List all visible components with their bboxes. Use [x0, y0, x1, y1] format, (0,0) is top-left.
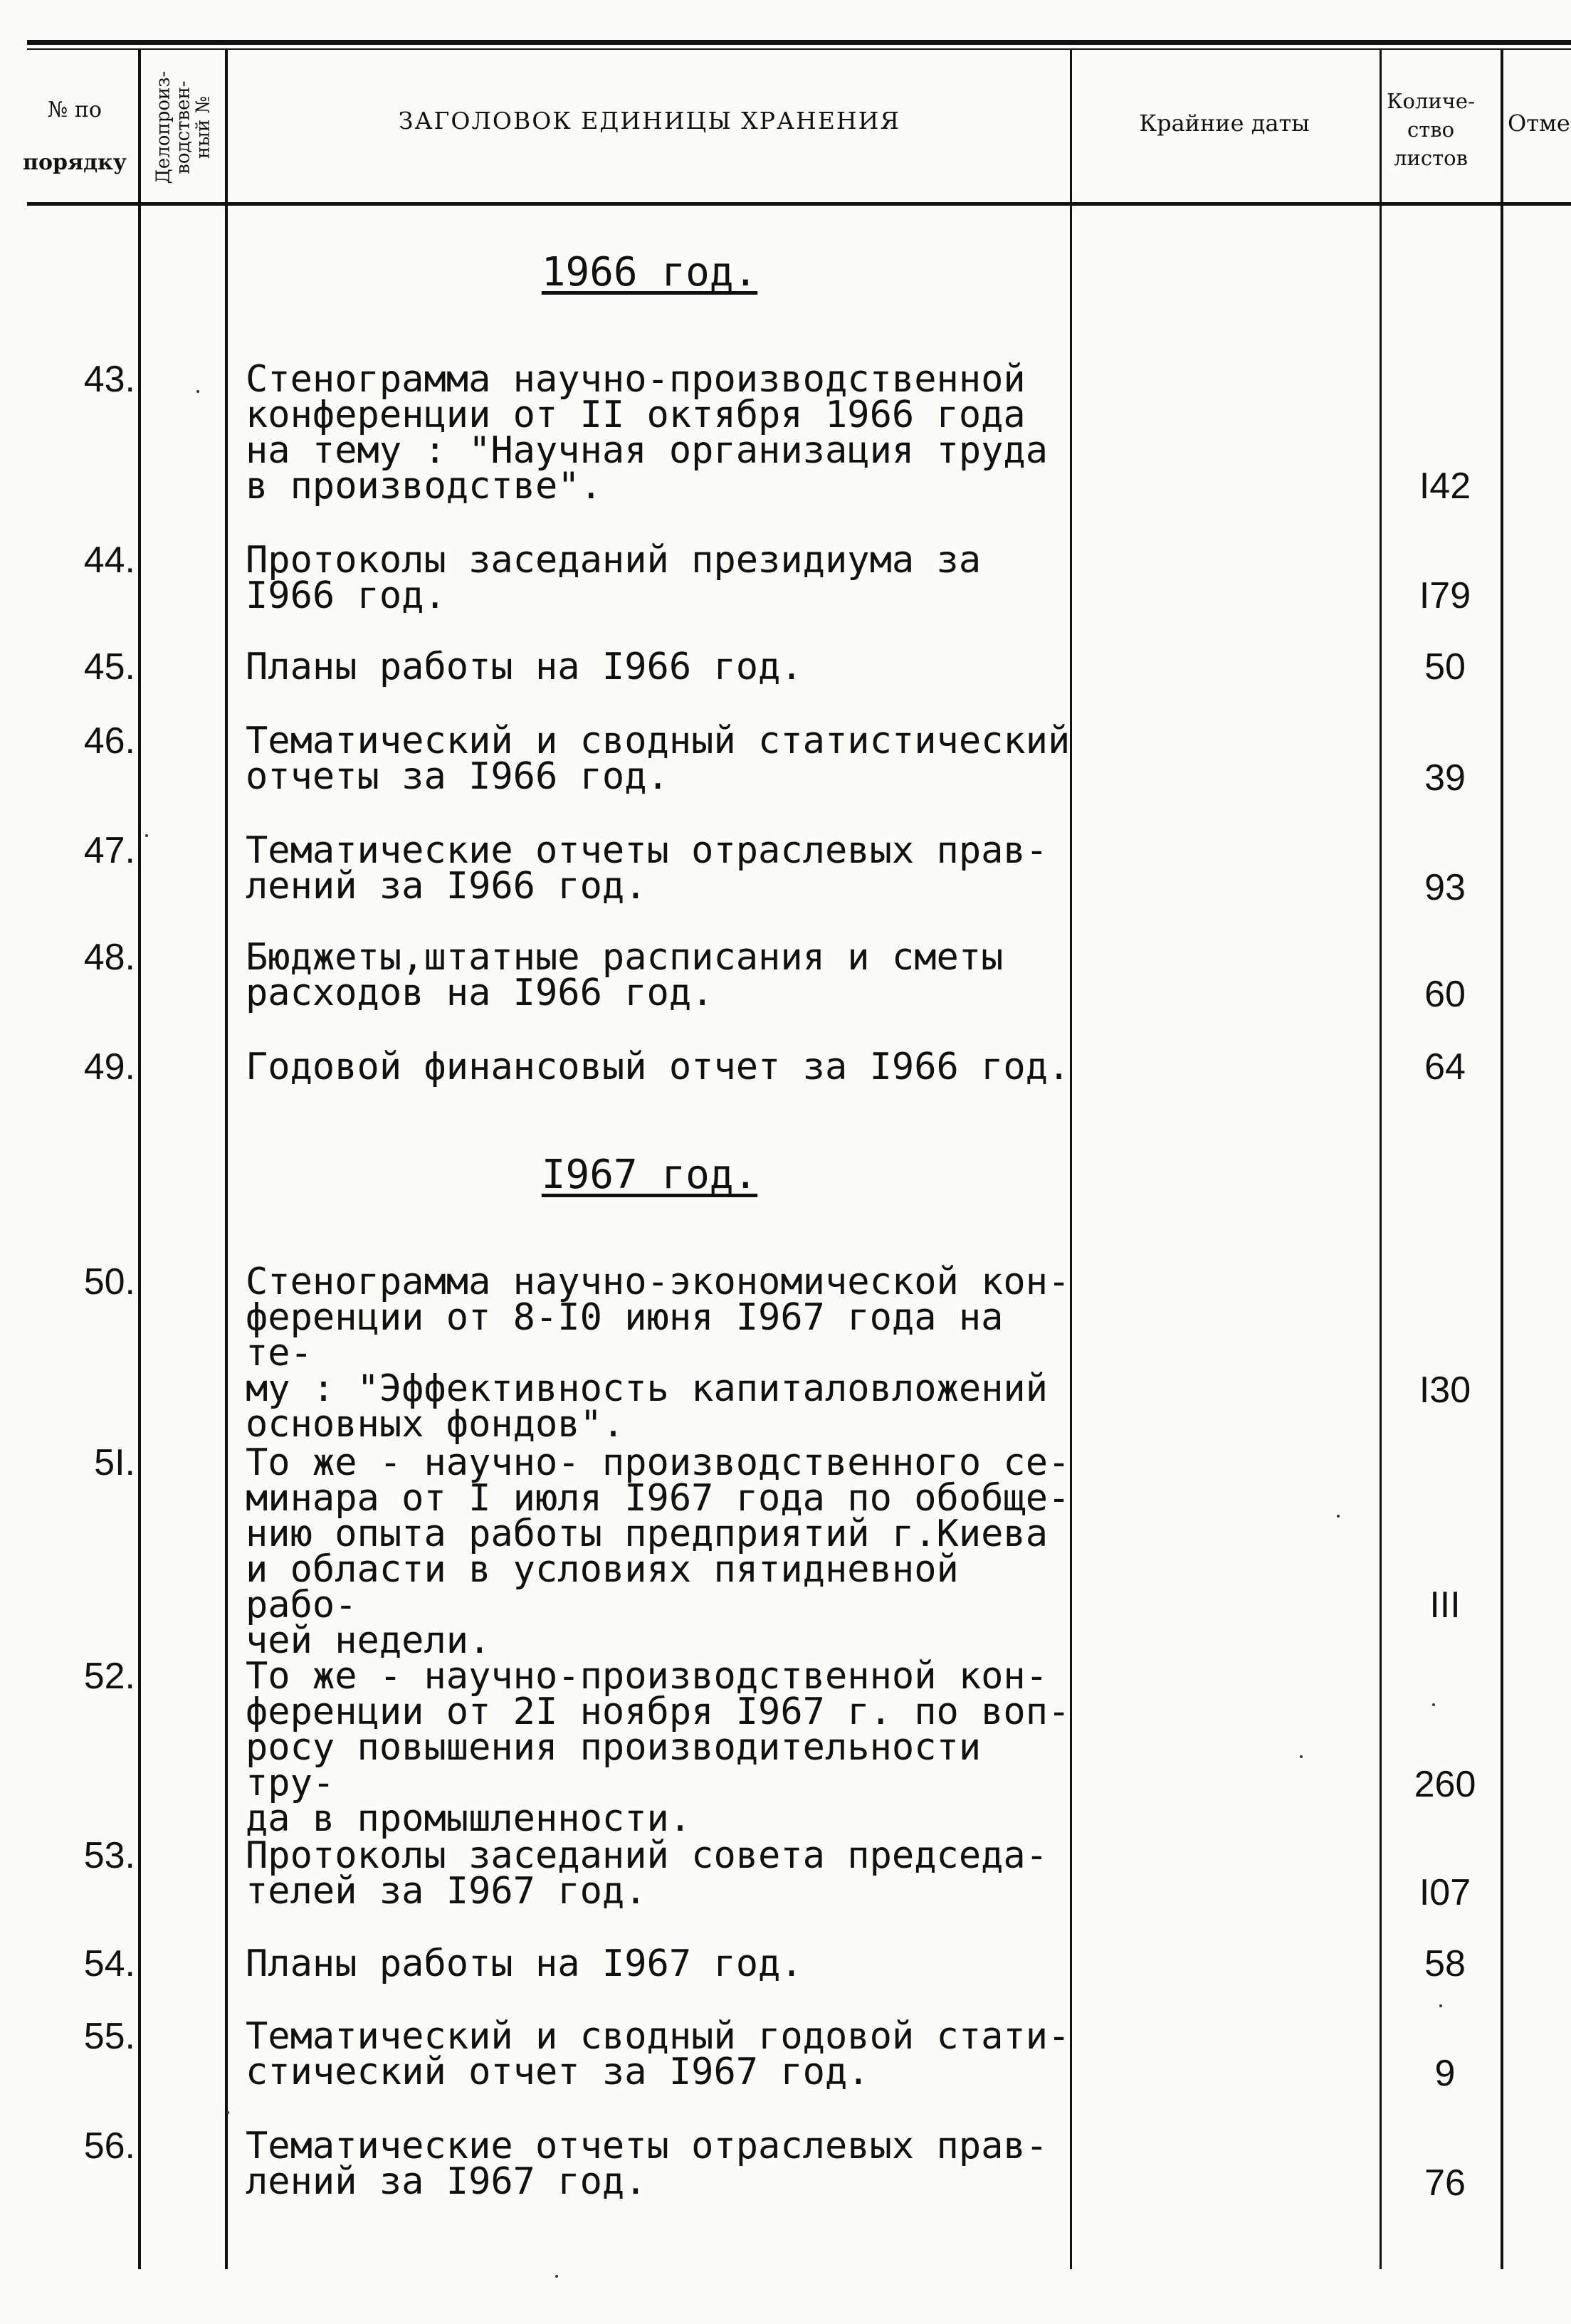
scan-speck [1432, 1703, 1435, 1706]
item-sheets: III [1429, 1584, 1461, 1626]
section-year-1967: I967 год. [541, 1152, 758, 1198]
item-sheets: 64 [1424, 1046, 1466, 1088]
header-notes: Отме [1508, 110, 1570, 137]
item-number: 46. [83, 720, 135, 762]
header-number-line2: порядку [23, 150, 127, 175]
item-number: 45. [83, 646, 135, 688]
item-title: Стенограмма научно-производственной конференции от II октября 1966 года на тему : "Научная организация труда в производстве". [246, 358, 1049, 508]
top-rule-thin [27, 48, 1571, 50]
column-rule-count [1501, 48, 1503, 2269]
header-office-number-label: Делопроиз- водствен- ный № [152, 70, 214, 184]
item-title: Бюджеты,штатные расписания и сметы расходов на I966 год. [246, 936, 1004, 1014]
top-rule [27, 40, 1571, 45]
header-title: ЗАГОЛОВОК ЕДИНИЦЫ ХРАНЕНИЯ [398, 107, 901, 135]
item-title: То же - научно- производственного се- минара от I июля I967 года по обобще- нию опыта работы предприятий г.Киева и области в условиях пятидневной рабо- чей недели. [246, 1441, 1071, 1662]
header-number [21, 84, 128, 189]
item-title: Тематический и сводный годовой стати- стический отчет за I967 год. [246, 2015, 1071, 2093]
item-number: 54. [83, 1943, 135, 1984]
item-title: Протоколы заседаний совета председа- телей за I967 год. [246, 1834, 1049, 1913]
column-rule-number [138, 48, 141, 2269]
scan-speck [1439, 2004, 1442, 2007]
item-title: Тематические отчеты отраслевых прав- лений за I966 год. [246, 829, 1049, 908]
item-sheets: I79 [1419, 575, 1471, 616]
scan-speck [145, 834, 148, 837]
item-number: 53. [83, 1835, 135, 1876]
scan-speck [1337, 1515, 1340, 1518]
item-title: Тематические отчеты отраслевых прав- лений за I967 год. [246, 2125, 1049, 2203]
item-number: 44. [83, 540, 135, 581]
header-bottom-rule [27, 202, 1571, 206]
item-title: То же - научно-производственной кон- ференции от 2I ноября I967 г. по воп- росу повышения производительности тру- да в промышленности. [246, 1655, 1071, 1840]
scan-speck [555, 2275, 558, 2278]
item-number: 43. [83, 359, 135, 400]
item-number: 56. [83, 2125, 135, 2167]
item-sheets: 60 [1424, 974, 1466, 1015]
header-office-number [144, 53, 222, 202]
item-title: Протоколы заседаний президиума за I966 год. [246, 539, 982, 617]
scan-speck [196, 390, 199, 393]
item-number: 5I. [94, 1442, 135, 1483]
item-sheets: I42 [1419, 466, 1471, 507]
item-sheets: 58 [1424, 1943, 1466, 1984]
item-title: Стенограмма научно-экономической кон- ференции от 8-I0 июня I967 года на те- му : "Эффективность капиталовложений основных фондов". [246, 1261, 1071, 1446]
header-number-line1: № по [48, 98, 102, 122]
item-number: 47. [83, 830, 135, 871]
item-sheets: 93 [1424, 867, 1466, 908]
item-sheets: 50 [1424, 646, 1466, 688]
scan-speck [1300, 1755, 1303, 1758]
item-title: Тематический и сводный статистический отчеты за I966 год. [246, 720, 1071, 798]
header-dates: Крайние даты [1139, 110, 1310, 137]
item-number: 55. [83, 2016, 135, 2057]
item-title: Планы работы на I967 год. [246, 1942, 803, 1985]
column-rule-dates [1380, 48, 1382, 2269]
scan-speck [226, 2111, 229, 2114]
item-number: 49. [83, 1046, 135, 1088]
section-year-1966: 1966 год. [541, 249, 758, 295]
item-sheets: 76 [1424, 2162, 1466, 2204]
item-title: Планы работы на I966 год. [246, 646, 803, 688]
item-sheets: I30 [1419, 1369, 1471, 1411]
item-sheets: 9 [1434, 2053, 1456, 2094]
item-number: 52. [83, 1656, 135, 1697]
item-sheets: 39 [1424, 757, 1466, 799]
item-sheets: I07 [1419, 1872, 1471, 1913]
item-number: 50. [83, 1261, 135, 1303]
item-sheets: 260 [1414, 1764, 1476, 1805]
header-count: Количе- ство листов [1387, 89, 1475, 170]
item-number: 48. [83, 937, 135, 978]
item-title: Годовой финансовый отчет за I966 год. [246, 1046, 1071, 1088]
